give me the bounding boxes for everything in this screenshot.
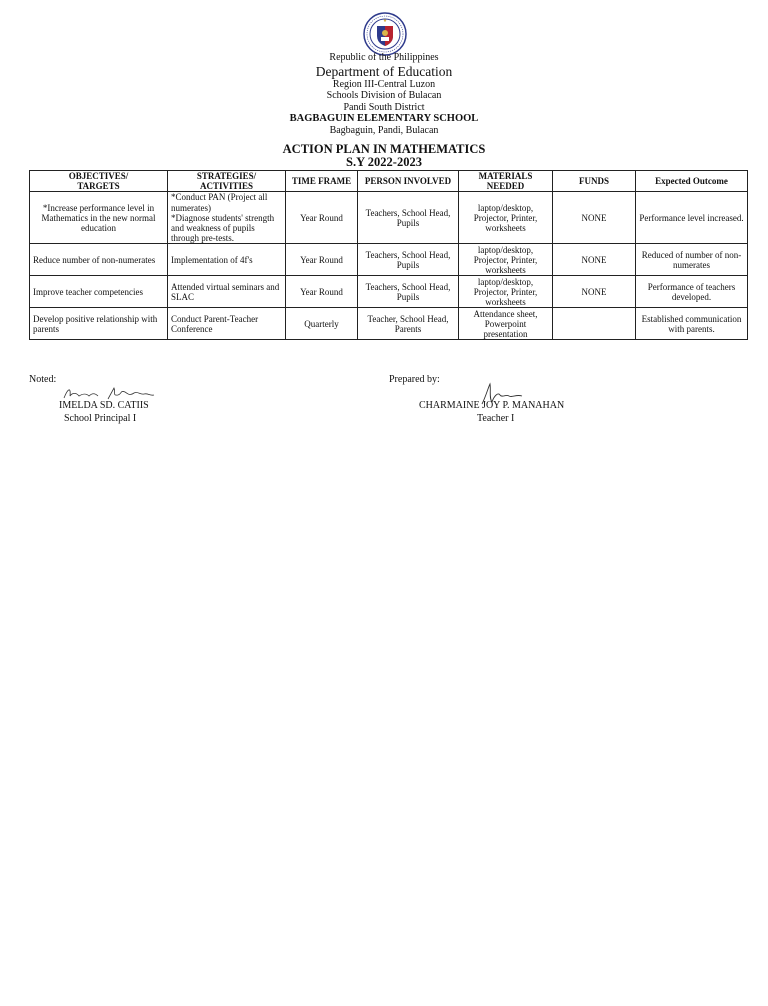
funds-cell: NONE: [553, 192, 636, 244]
noted-label: Noted:: [29, 374, 57, 385]
funds-cell: NONE: [553, 276, 636, 308]
table-row: [30, 308, 748, 340]
funds-cell: NONE: [553, 244, 636, 276]
funds-cell: [553, 308, 636, 340]
column-header-strategies: STRATEGIES/ ACTIVITIES: [168, 171, 286, 192]
prepared-by-label: Prepared by:: [389, 374, 440, 385]
strategy-cell: Implementation of 4f's: [168, 244, 286, 276]
document-title-block: [0, 143, 768, 169]
teacher-position: Teacher I: [477, 413, 515, 424]
strategy-cell: Conduct Parent-Teacher Conference: [168, 308, 286, 340]
strategy-cell: Attended virtual seminars and SLAC: [168, 276, 286, 308]
letterhead: [0, 52, 768, 137]
time-frame-cell: Quarterly: [286, 308, 358, 340]
outcome-cell: Performance level increased.: [636, 192, 748, 244]
division-line: Schools Division of Bulacan: [326, 90, 442, 102]
table-row: [30, 244, 748, 276]
materials-cell: laptop/desktop, Projector, Printer, worksheets: [459, 244, 553, 276]
column-header-time-frame: TIME FRAME: [286, 171, 358, 192]
principal-position: School Principal I: [64, 413, 137, 424]
materials-cell: Attendance sheet, Powerpoint presentation: [459, 308, 553, 340]
materials-cell: laptop/desktop, Projector, Printer, worksheets: [459, 276, 553, 308]
strategy-cell: *Conduct PAN (Project all numerates) *Diagnose students' strength and weakness of pupils through pre-tests.: [168, 192, 286, 244]
principal-name: IMELDA SD. CATIIS: [59, 400, 149, 411]
column-header-objectives: OBJECTIVES/ TARGETS: [30, 171, 168, 192]
time-frame-cell: Year Round: [286, 192, 358, 244]
teacher-name: CHARMAINE JOY P. MANAHAN: [419, 400, 565, 411]
materials-cell: laptop/desktop, Projector, Printer, worksheets: [459, 192, 553, 244]
persons-cell: Teachers, School Head, Pupils: [358, 192, 459, 244]
table-header-row: [30, 171, 748, 192]
outcome-cell: Performance of teachers developed.: [636, 276, 748, 308]
table-row: [30, 192, 748, 244]
action-plan-table: [29, 170, 748, 340]
column-header-materials: MATERIALS NEEDED: [459, 171, 553, 192]
school-address: Bagbaguin, Pandi, Bulacan: [329, 124, 439, 136]
column-header-funds: FUNDS: [553, 171, 636, 192]
outcome-cell: Established communication with parents.: [636, 308, 748, 340]
objective-cell: *Increase performance level in Mathematics in the new normal education: [30, 192, 168, 244]
objective-cell: Improve teacher competencies: [30, 276, 168, 308]
school-name: BAGBAGUIN ELEMENTARY SCHOOL: [289, 113, 479, 125]
persons-cell: Teachers, School Head, Pupils: [358, 276, 459, 308]
department-name: Department of Education: [315, 63, 453, 79]
persons-cell: Teachers, School Head, Pupils: [358, 244, 459, 276]
objective-cell: Develop positive relationship with parents: [30, 308, 168, 340]
table-row: [30, 276, 748, 308]
column-header-expected-outcome: Expected Outcome: [636, 171, 748, 192]
column-header-person-involved: PERSON INVOLVED: [358, 171, 459, 192]
objective-cell: Reduce number of non-numerates: [30, 244, 168, 276]
school-year: S.Y 2022-2023: [346, 155, 422, 169]
deped-seal-logo: [363, 12, 407, 56]
time-frame-cell: Year Round: [286, 276, 358, 308]
time-frame-cell: Year Round: [286, 244, 358, 276]
outcome-cell: Reduced of number of non-numerates: [636, 244, 748, 276]
district-line: Pandi South District: [343, 101, 425, 113]
republic-line: Republic of the Philippines: [329, 52, 439, 63]
region-line: Region III-Central Luzon: [332, 78, 436, 90]
document-title: ACTION PLAN IN MATHEMATICS: [282, 142, 486, 156]
persons-cell: Teacher, School Head, Parents: [358, 308, 459, 340]
